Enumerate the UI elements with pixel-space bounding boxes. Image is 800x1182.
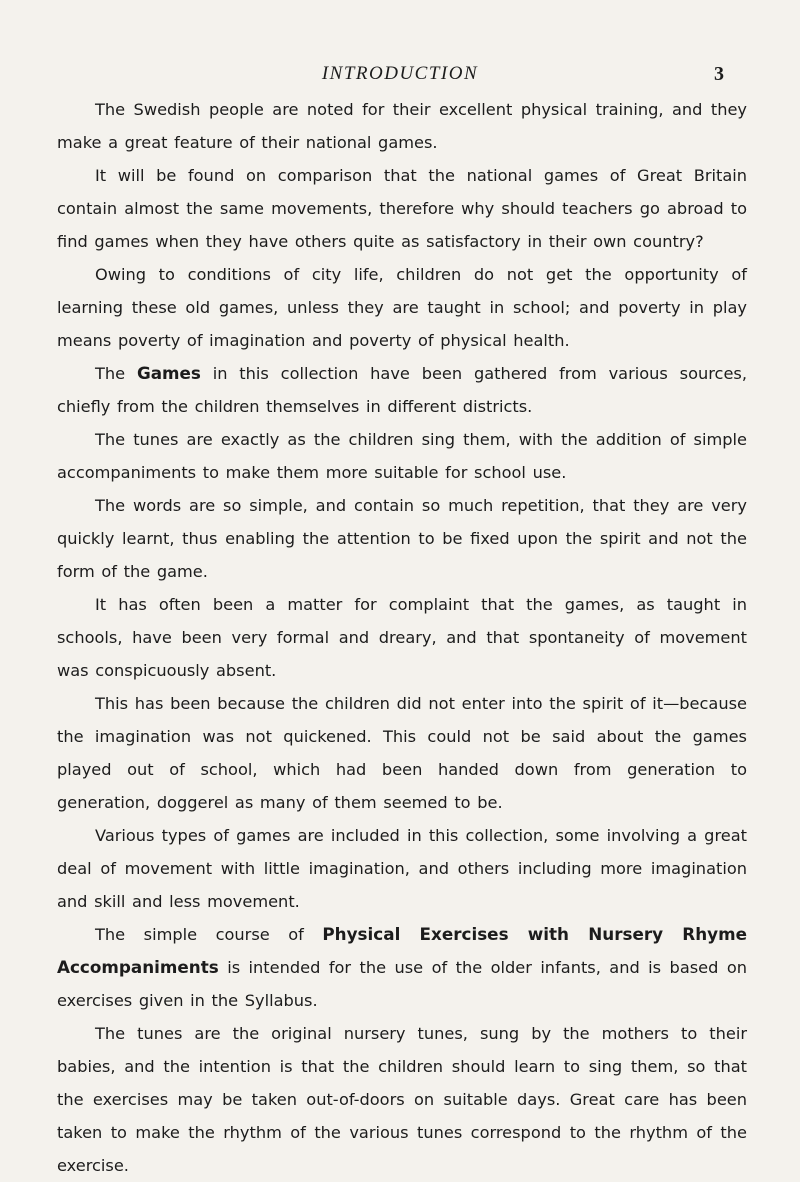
paragraph: This has been because the children did not enter into the spirit of it—because the imagination was not quickened. This could not be said about the games played out of school, which had been handed down from generation to generation, doggerel as many of them seemed to be. bbox=[57, 694, 747, 812]
page-number: 3 bbox=[714, 63, 724, 85]
paragraph-text: The simple course of bbox=[95, 925, 323, 944]
emphasized-term: Games bbox=[136, 363, 201, 383]
emphasized-term: Physical Exercises with Nursery Rhyme Accompaniments bbox=[57, 924, 747, 977]
running-title: INTRODUCTION bbox=[321, 63, 479, 84]
paragraph: Owing to conditions of city life, children do not get the opportunity of learning these old games, unless they are taught in school; and poverty in play means poverty of imagination and poverty of physical health. bbox=[57, 265, 747, 350]
paragraph: It has often been a matter for complaint that the games, as taught in schools, have been very formal and dreary, and that spontaneity of movement was conspicuously absent. bbox=[57, 595, 747, 680]
paragraph: Various types of games are included in this collection, some involving a great deal of movement with little imagination, and others including more imagination and skill and less movement. bbox=[57, 826, 747, 911]
paragraph bbox=[57, 918, 747, 1017]
paragraph-text: The bbox=[95, 364, 137, 383]
paragraph: The words are so simple, and contain so much repetition, that they are very quickly learnt, thus enabling the attention to be fixed upon the spirit and not the form of the game. bbox=[57, 496, 747, 581]
paragraph: The Swedish people are noted for their excellent physical training, and they make a great feature of their national games. bbox=[57, 100, 747, 152]
paragraph bbox=[57, 357, 747, 423]
body-text bbox=[57, 93, 747, 1182]
paragraph: The tunes are the original nursery tunes, sung by the mothers to their babies, and the intention is that the children should learn to sing them, so that the exercises may be taken out-of-doors on suitable days. Great care has been taken to make the rhythm of the various tunes correspond to the rhythm of the exercise. bbox=[57, 1024, 747, 1175]
paragraph-text: in this collection have been gathered from various sources, chiefly from the children themselves in different districts. bbox=[57, 364, 747, 416]
running-head bbox=[0, 60, 800, 88]
paragraph: It will be found on comparison that the national games of Great Britain contain almost the same movements, therefore why should teachers go abroad to find games when they have others quite as satisfactory in their own country? bbox=[57, 166, 747, 251]
paragraph-text: is intended for the use of the older infants, and is based on exercises given in the Syllabus. bbox=[57, 958, 747, 1010]
paragraph: The tunes are exactly as the children sing them, with the addition of simple accompaniments to make them more suitable for school use. bbox=[57, 430, 747, 482]
